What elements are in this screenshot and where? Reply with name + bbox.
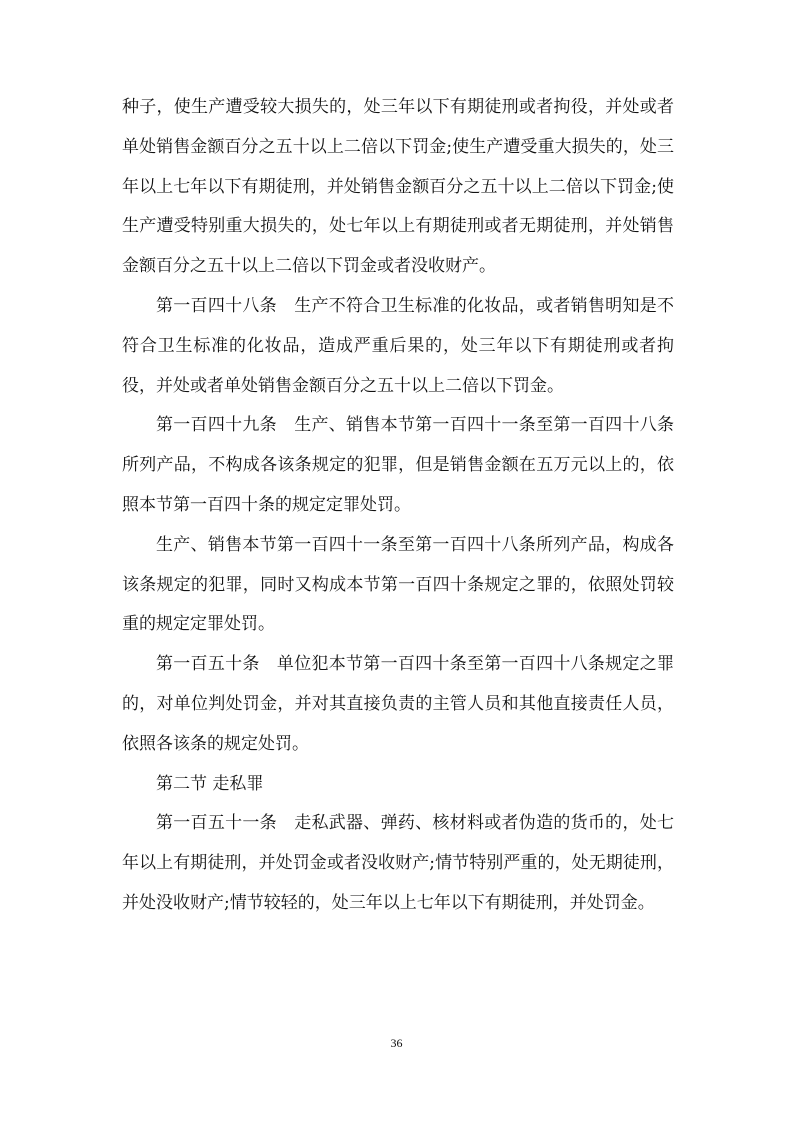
paragraph-article-149: 第一百四十九条 生产、销售本节第一百四十一条至第一百四十八条所列产品，不构成各该条规定的犯罪，但是销售金额在五万元以上的，依照本节第一百四十条的规定定罪处罚。	[122, 415, 674, 515]
paragraph-article-149-clause-2: 生产、销售本节第一百四十一条至第一百四十八条所列产品，构成各该条规定的犯罪，同时又构成本节第一百四十条规定之罪的，依照处罚较重的规定定罪处罚。	[122, 534, 674, 635]
paragraph-article-150: 第一百五十条 单位犯本节第一百四十条至第一百四十八条规定之罪的，对单位判处罚金，并对其直接负责的主管人员和其他直接责任人员，依照各该条的规定处罚。	[122, 654, 674, 754]
page-number: 36	[390, 1036, 403, 1050]
paragraph-article-151: 第一百五十一条 走私武器、弹药、核材料或者伪造的货币的，处七年以上有期徒刑，并处罚金或者没收财产;情节特别严重的，处无期徒刑，并处没收财产;情节较轻的，处三年以上七年以下有期徒刑，并处罚金。	[122, 813, 674, 913]
paragraph-continuation: 种子，使生产遭受较大损失的，处三年以下有期徒刑或者拘役，并处或者单处销售金额百分之五十以上二倍以下罚金;使生产遭受重大损失的，处三年以上七年以下有期徒刑，并处销售金额百分之五十以上二倍以下罚金;使生产遭受特别重大损失的，处七年以上有期徒刑或者无期徒刑，并处销售金额百分之五十以上二倍以下罚金或者没收财产。	[122, 97, 674, 277]
section-heading: 第二节 走私罪	[156, 773, 264, 794]
paragraph-article-148: 第一百四十八条 生产不符合卫生标准的化妆品，或者销售明知是不符合卫生标准的化妆品，造成严重后果的，处三年以下有期徒刑或者拘役，并处或者单处销售金额百分之五十以上二倍以下罚金。	[122, 295, 674, 396]
page-body	[122, 88, 674, 924]
